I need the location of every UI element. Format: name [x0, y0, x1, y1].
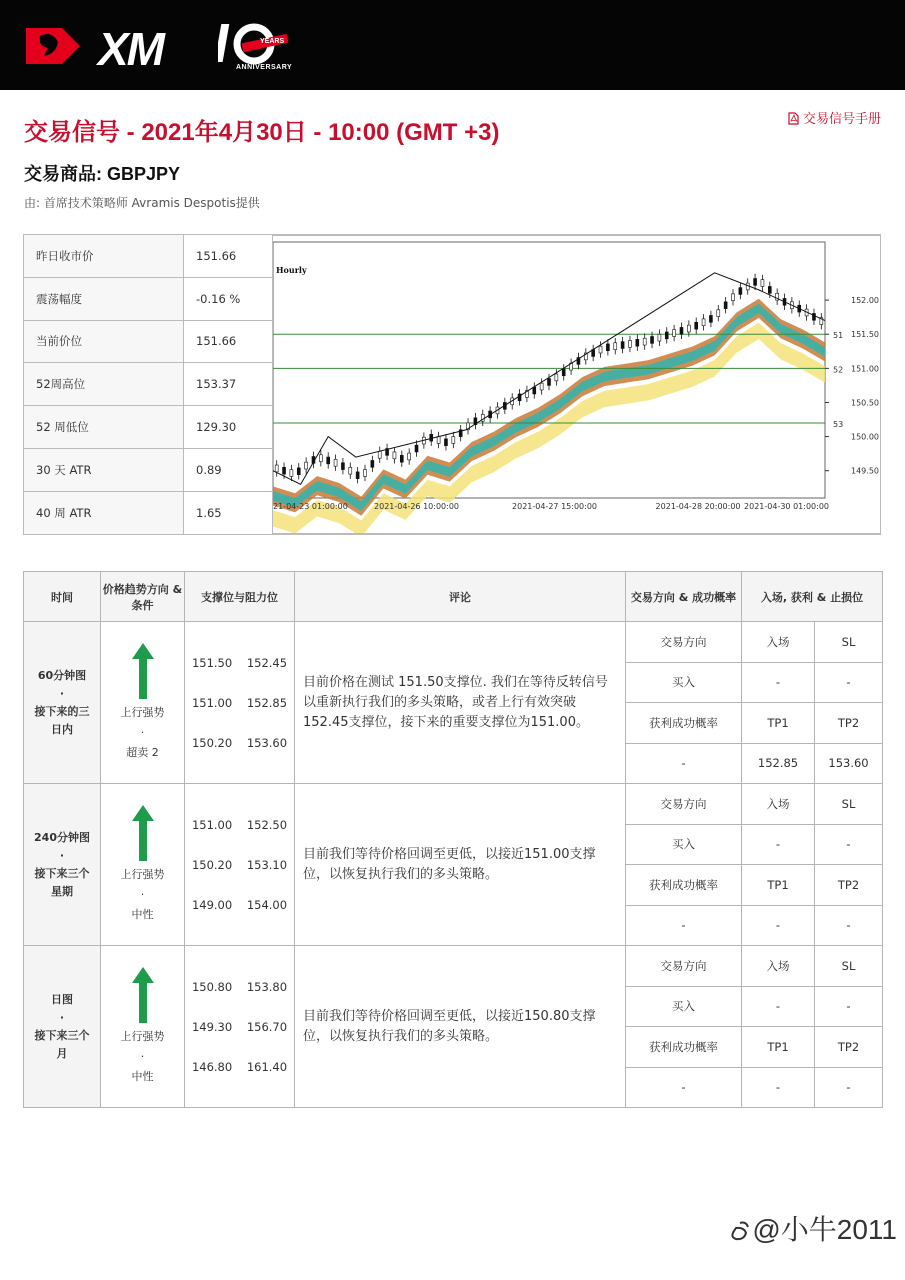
- stat-value: 129.30: [184, 406, 273, 449]
- candle-body: [732, 294, 735, 301]
- up-arrow-icon: [132, 805, 154, 861]
- entry-value: -: [742, 824, 815, 865]
- prob-value: -: [626, 743, 742, 784]
- trend-dot: ·: [140, 1049, 145, 1063]
- stat-label: 40 周 ATR: [24, 491, 184, 534]
- instrument-title: 交易商品: GBPJPY: [24, 164, 181, 184]
- level-pair: [185, 967, 294, 1007]
- candle-body: [341, 463, 344, 470]
- entry-label: 入场: [742, 946, 815, 987]
- header-time: 时间: [24, 572, 101, 622]
- prob-value: -: [626, 905, 742, 946]
- sl-value: -: [815, 824, 883, 865]
- level-pair: [185, 885, 294, 925]
- pdf-icon: [788, 112, 799, 125]
- timeframe-line: 接下来三个: [34, 866, 90, 880]
- candle-body: [533, 387, 536, 394]
- support-level: 149.30: [191, 1019, 233, 1034]
- x-tick-label: 2021-04-30 01:00:00: [744, 502, 829, 511]
- level-pair: [185, 643, 294, 683]
- tp2-label: TP2: [815, 703, 883, 744]
- tp2-value: -: [815, 905, 883, 946]
- direction-value: 买入: [626, 824, 742, 865]
- watermark: [726, 1208, 897, 1248]
- up-arrow-icon: [132, 643, 154, 699]
- tp2-label: TP2: [815, 865, 883, 906]
- candle-body: [606, 344, 609, 351]
- entry-label: 入场: [742, 784, 815, 825]
- stats-table: [23, 234, 273, 535]
- support-level: 151.00: [191, 817, 233, 832]
- support-level: 150.20: [191, 857, 233, 872]
- candle-body: [673, 330, 676, 337]
- level-label: 53: [833, 419, 844, 429]
- header-bar: [0, 0, 905, 90]
- candle-body: [371, 460, 374, 467]
- candle-body: [717, 310, 720, 317]
- resistance-level: 152.50: [246, 817, 288, 832]
- comment-cell: 目前我们等待价格回调至更低，以接近150.80支撑位，以恢复执行我们的多头策略。: [295, 946, 626, 1108]
- direction-label: 交易方向: [626, 622, 742, 663]
- author-byline: 由: 首席技术策略师 Avramis Despotis提供: [24, 196, 260, 210]
- levels-cell: [185, 784, 295, 946]
- candle-body: [739, 288, 742, 295]
- candle-body: [540, 383, 543, 390]
- candle-body: [658, 334, 661, 341]
- tp2-label: TP2: [815, 1027, 883, 1068]
- support-level: 151.00: [191, 695, 233, 710]
- stat-label: 30 天 ATR: [24, 448, 184, 491]
- timeframe-line: 60分钟图: [37, 668, 87, 682]
- stats-row: [24, 363, 273, 406]
- support-level: 150.80: [191, 979, 233, 994]
- timeframe-line: ·: [59, 686, 65, 700]
- sl-label: SL: [815, 622, 883, 663]
- level-pair: [185, 1007, 294, 1047]
- stats-row: [24, 320, 273, 363]
- resistance-level: 153.10: [246, 857, 288, 872]
- candle-body: [562, 369, 565, 376]
- signal-row: [24, 622, 883, 663]
- stats-row: [24, 406, 273, 449]
- level-label: 52: [833, 365, 844, 375]
- stat-value: 151.66: [184, 320, 273, 363]
- condition-label: 中性: [131, 907, 154, 921]
- prob-label: 获利成功概率: [626, 703, 742, 744]
- candle-body: [768, 286, 771, 293]
- trend-cell: [101, 784, 185, 946]
- x-tick-label: 2021-04-28 20:00:00: [655, 502, 741, 511]
- candle-body: [364, 470, 367, 477]
- timeframe-cell: [24, 622, 101, 784]
- tp1-label: TP1: [742, 865, 815, 906]
- trend-dot: ·: [140, 887, 145, 901]
- x-tick-label: 21-04-23 01:00:00: [273, 502, 348, 511]
- stats-row: [24, 235, 273, 278]
- watermark-text: @小牛2011: [752, 1214, 897, 1245]
- timeframe-cell: [24, 946, 101, 1108]
- prob-value: -: [626, 1067, 742, 1108]
- stat-value: 1.65: [184, 491, 273, 534]
- level-pair: [185, 1047, 294, 1087]
- candle-body: [297, 468, 300, 475]
- prob-label: 获利成功概率: [626, 865, 742, 906]
- timeframe-line: 月: [56, 1046, 68, 1060]
- stats-row: [24, 448, 273, 491]
- stat-value: 153.37: [184, 363, 273, 406]
- candle-body: [444, 439, 447, 446]
- candle-body: [709, 315, 712, 322]
- timeframe-line: 日图: [51, 992, 73, 1006]
- candle-body: [283, 467, 286, 474]
- entry-label: 入场: [742, 622, 815, 663]
- stat-value: 151.66: [184, 235, 273, 278]
- stat-value: -0.16 %: [184, 277, 273, 320]
- weibo-icon: [726, 1219, 752, 1241]
- y-tick-label: 149.50: [851, 466, 879, 476]
- candle-body: [437, 437, 440, 444]
- sl-value: -: [815, 986, 883, 1027]
- candle-body: [636, 339, 639, 346]
- y-tick-label: 150.00: [851, 432, 879, 442]
- signal-manual-link[interactable]: [788, 108, 881, 127]
- level-pair: [185, 805, 294, 845]
- header-trend: 价格趋势方向 & 条件: [101, 572, 185, 622]
- tp2-value: -: [815, 1067, 883, 1108]
- x-tick-label: 2021-04-26 10:00:00: [374, 502, 460, 511]
- candle-body: [452, 437, 455, 444]
- candle-body: [665, 332, 668, 339]
- candle-body: [702, 319, 705, 326]
- resistance-level: 153.80: [246, 979, 288, 994]
- candle-body: [754, 279, 757, 286]
- resistance-level: 152.45: [246, 655, 288, 670]
- sl-value: -: [815, 662, 883, 703]
- header-direction: 交易方向 & 成功概率: [626, 572, 742, 622]
- candle-body: [628, 340, 631, 347]
- support-level: 149.00: [191, 897, 233, 912]
- y-tick-label: 150.50: [851, 398, 879, 408]
- candle-body: [643, 338, 646, 345]
- tp1-label: TP1: [742, 1027, 815, 1068]
- trend-label: 上行强势: [120, 867, 165, 881]
- condition-label: 超卖 2: [126, 745, 159, 759]
- timeframe-line: 240分钟图: [34, 830, 90, 844]
- comment-cell: 目前价格在测试 151.50支撑位. 我们在等待反转信号以重新执行我们的多头策略，或者上行有效突破152.45支撑位，接下来的重要支撑位为151.00。: [295, 622, 626, 784]
- timeframe-line: 日内: [51, 722, 73, 736]
- stat-label: 当前价位: [24, 320, 184, 363]
- candle-body: [305, 462, 308, 469]
- header-levels: 支撑位与阻力位: [185, 572, 295, 622]
- trend-cell: [101, 622, 185, 784]
- logo-anniversary: ANNIVERSARY: [236, 64, 293, 71]
- stat-label: 昨日收市价: [24, 235, 184, 278]
- timeframe-line: 接下来三个: [34, 1028, 90, 1042]
- candle-body: [275, 465, 278, 472]
- candle-body: [687, 325, 690, 332]
- stats-row: [24, 277, 273, 320]
- candle-body: [378, 451, 381, 458]
- tp1-value: -: [742, 905, 815, 946]
- trend-dot: ·: [140, 725, 145, 739]
- candle-body: [599, 346, 602, 353]
- candle-body: [349, 467, 352, 474]
- candle-body: [290, 470, 293, 477]
- y-tick-label: 152.00: [851, 296, 879, 306]
- prob-label: 获利成功概率: [626, 1027, 742, 1068]
- resistance-level: 161.40: [246, 1059, 288, 1074]
- tp2-value: 153.60: [815, 743, 883, 784]
- direction-value: 买入: [626, 662, 742, 703]
- sl-label: SL: [815, 784, 883, 825]
- logo-text: XM: [98, 23, 163, 75]
- y-tick-label: 151.50: [851, 330, 879, 340]
- direction-label: 交易方向: [626, 946, 742, 987]
- candle-body: [621, 342, 624, 349]
- entry-value: -: [742, 662, 815, 703]
- hourly-chart: [273, 236, 880, 533]
- xm-logo-icon: [22, 20, 92, 72]
- up-arrow-icon: [132, 967, 154, 1023]
- candle-body: [393, 452, 396, 459]
- tp1-value: -: [742, 1067, 815, 1108]
- resistance-level: 156.70: [246, 1019, 288, 1034]
- support-level: 151.50: [191, 655, 233, 670]
- support-level: 150.20: [191, 735, 233, 750]
- candle-body: [651, 337, 654, 344]
- tp1-label: TP1: [742, 703, 815, 744]
- trend-label: 上行强势: [120, 705, 165, 719]
- direction-value: 买入: [626, 986, 742, 1027]
- resistance-level: 152.85: [246, 695, 288, 710]
- candle-body: [356, 472, 359, 479]
- level-pair: [185, 723, 294, 763]
- signal-table: [23, 571, 883, 1108]
- comment-cell: 目前我们等待价格回调至更低，以接近151.00支撑位，以恢复执行我们的多头策略。: [295, 784, 626, 946]
- candle-body: [400, 455, 403, 462]
- timeframe-line: ·: [59, 1010, 65, 1024]
- page-title: 交易信号 - 2021年4月30日 - 10:00 (GMT +3): [24, 119, 500, 146]
- candle-body: [555, 374, 558, 381]
- candle-body: [680, 327, 683, 334]
- stat-value: 0.89: [184, 448, 273, 491]
- candle-body: [695, 322, 698, 329]
- resistance-level: 153.60: [246, 735, 288, 750]
- signal-row: [24, 946, 883, 987]
- xm-logo[interactable]: [22, 20, 293, 75]
- direction-label: 交易方向: [626, 784, 742, 825]
- chart-title: Hourly: [276, 265, 307, 275]
- signal-row: [24, 784, 883, 825]
- timeframe-cell: [24, 784, 101, 946]
- signal-manual-label: 交易信号手册: [802, 112, 881, 127]
- timeframe-line: 接下来的三: [34, 704, 90, 718]
- levels-cell: [185, 622, 295, 784]
- resistance-level: 154.00: [246, 897, 288, 912]
- support-level: 146.80: [191, 1059, 233, 1074]
- timeframe-line: ·: [59, 848, 65, 862]
- trend-cell: [101, 946, 185, 1108]
- candle-body: [761, 280, 764, 287]
- y-tick-label: 151.00: [851, 364, 879, 374]
- x-tick-label: 2021-04-27 15:00:00: [512, 502, 598, 511]
- stats-row: [24, 491, 273, 534]
- logo-years: YEARS: [260, 38, 285, 45]
- candle-body: [319, 455, 322, 462]
- chart-frame: [273, 242, 825, 498]
- candle-body: [334, 459, 337, 466]
- candle-body: [327, 457, 330, 464]
- candle-body: [548, 379, 551, 386]
- stat-label: 震荡幅度: [24, 277, 184, 320]
- entry-value: -: [742, 986, 815, 1027]
- candle-body: [415, 445, 418, 452]
- stat-label: 52周高位: [24, 363, 184, 406]
- candle-body: [614, 343, 617, 350]
- sl-label: SL: [815, 946, 883, 987]
- candle-body: [724, 302, 727, 309]
- stat-label: 52 周低位: [24, 406, 184, 449]
- header-comment: 评论: [295, 572, 626, 622]
- candle-body: [408, 453, 411, 460]
- level-pair: [185, 683, 294, 723]
- levels-cell: [185, 946, 295, 1108]
- tp1-value: 152.85: [742, 743, 815, 784]
- level-pair: [185, 845, 294, 885]
- header-entry: 入场, 获利 & 止损位: [742, 572, 883, 622]
- timeframe-line: 星期: [51, 884, 73, 898]
- trend-label: 上行强势: [120, 1029, 165, 1043]
- level-label: 51: [833, 331, 844, 341]
- condition-label: 中性: [131, 1069, 154, 1083]
